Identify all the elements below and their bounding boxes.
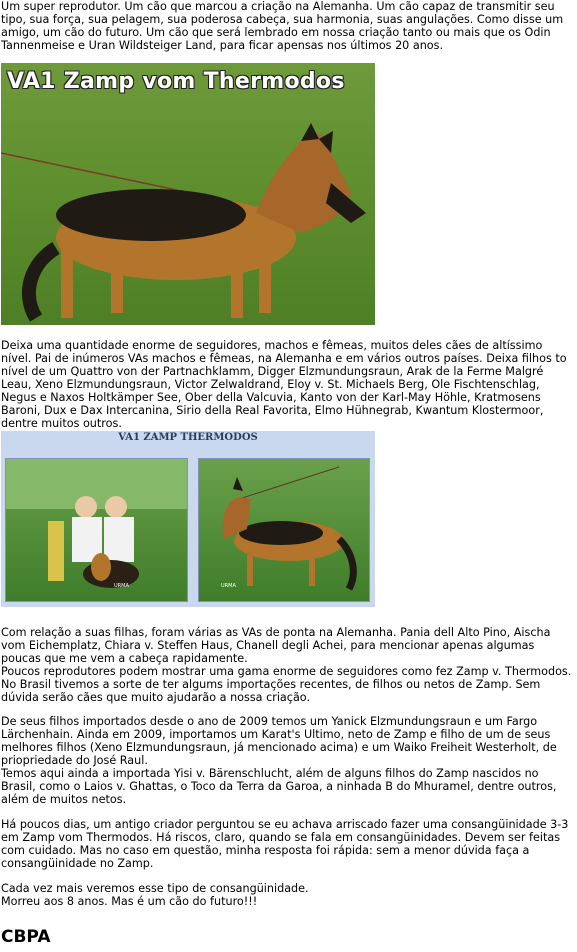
photo-label: URMA	[221, 583, 236, 589]
inbreeding-paragraph	[1, 818, 576, 870]
photo-zamp-composite	[1, 431, 375, 607]
closing-text-1: Cada vez mais veremos esse tipo de consangüinidade.	[1, 882, 309, 895]
offspring-text: Deixa uma quantidade enorme de seguidores, machos e fêmeas, muitos deles cães de altíssimo nível. Pai de inúmeros VAs machos e fêmeas, na Alemanha e em vários outros países. Deixa filhos to nível de um Quattro von der Partnachklamm, Digger Elzmundungsraun, Arak de la Ferme Malgré Leau, Xeno Elzmundungsraun, Victor Zelwaldrand, Eloy v. St. Michaels Berg, Ole Fischtenschlag, Negus e Naxos Holtkämper See, Ober della Valcuvia, Kanto von der Karl-May Höhle, Kratmosens Baroni, Dux e Dax Intercanina, Sirio della Real Favorita, Elmo Hühnegrab, Kwantum Klostermoor, dentre muitos outros.	[1, 339, 567, 430]
footer-title: CBPA	[1, 927, 51, 947]
imports-text-1: De seus filhos importados desde o ano de 2009 temos um Yanick Elzmundungsraun e um Fargo Lärchenhain. Ainda em 2009, importamos um Karat's Ultimo, neto de Zamp e filho de um de seus melhores filhos (Xeno Elzmundungsraun, já mencionado acima) e um Waiko Freiheit Westerholt, de priopriedade do José Raul.	[1, 715, 557, 767]
photo-caption: VA1 Zamp vom Thermodos	[7, 69, 345, 94]
closing-paragraph	[1, 882, 576, 908]
photo-trophies	[5, 458, 188, 602]
photo-zamp-side	[198, 458, 370, 602]
imports-text-2: Temos aqui ainda a importada Yisi v. Bärenschlucht, além de alguns filhos do Zamp nascidos no Brasil, como o Laios v. Ghattas, o Toco da Terra da Garoa, a ninhada B do Mhuramel, dentre outros, além de muitos netos.	[1, 767, 557, 806]
photo-zamp-standing	[1, 63, 375, 325]
offspring-paragraph	[1, 339, 576, 430]
photo-label: URMA	[114, 583, 129, 589]
daughters-text-3: No Brasil tivemos a sorte de ter algums importações recentes, de filhos ou netos de Zamp. Sem dúvida serão cães que muito ajudarão a nossa criação.	[1, 678, 541, 704]
photo-caption: VA1 ZAMP THERMODOS	[118, 432, 258, 443]
daughters-text-2: Poucos reprodutores podem mostrar uma gama enorme de seguidores como fez Zamp v. Thermodos.	[1, 665, 572, 678]
intro-paragraph	[1, 0, 576, 52]
imports-paragraph	[1, 715, 576, 806]
closing-text-2: Morreu aos 8 anos. Mas é um cão do futuro!!!	[1, 895, 258, 908]
dog-illustration	[1, 63, 375, 325]
trophy-scene	[6, 459, 187, 601]
daughters-paragraph	[1, 626, 576, 704]
daughters-text-1: Com relação a suas filhas, foram várias as VAs de ponta na Alemanha. Pania dell Alto Pino, Aischa vom Eichemplatz, Chiara v. Steffen Haus, Chanell degli Achei, para mencionar apenas algumas poucas que me vem a cabeça rapidamente.	[1, 626, 551, 665]
intro-text: Um super reprodutor. Um cão que marcou a criação na Alemanha. Um cão capaz de transmitir seu tipo, sua força, sua pelagem, sua poderosa cabeça, sua harmonia, suas angulações. Como disse um amigo, um cão do futuro. Um cão que será lembrado em nossa criação tanto ou mais que os Odin Tannenmeise e Uran Wildsteiger Land, para ficar apensas nos últimos 20 anos.	[1, 0, 564, 52]
inbreeding-text: Há poucos dias, um antigo criador perguntou se eu achava arriscado fazer uma consangüinidade 3-3 em Zamp vom Thermodos. Há riscos, claro, quando se fala em consangüinidades. Devem ser feitas com cuidado. Mas no caso em questão, minha resposta foi rápida: sem a menor dúvida faça a consangüinidade no Zamp.	[1, 818, 569, 870]
